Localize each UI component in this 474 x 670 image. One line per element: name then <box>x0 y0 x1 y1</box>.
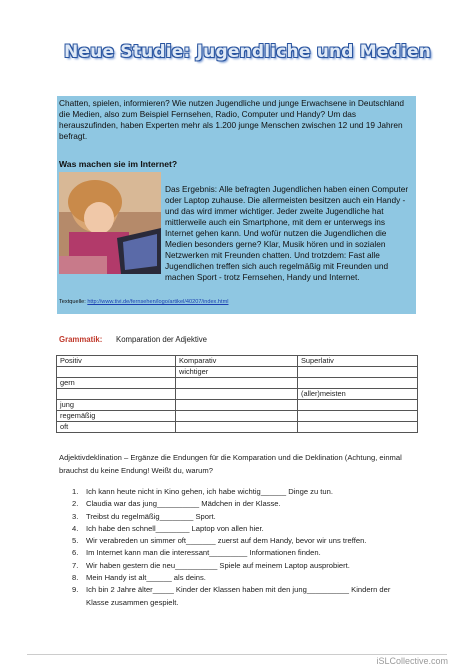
item-text: Ich bin 2 Jahre älter_____ Kinder der Klassen haben mit den jung__________ Kindern der Klasse zusammen gespielt. <box>86 585 391 607</box>
photo-illustration <box>59 172 161 274</box>
list-item <box>72 560 412 572</box>
item-number: 5. <box>72 536 79 546</box>
item-number: 4. <box>72 523 79 533</box>
text-source <box>59 299 228 305</box>
table-cell[interactable] <box>57 367 176 378</box>
table-cell[interactable] <box>298 400 418 411</box>
exercise-instructions: Adjektivdeklination – Ergänze die Endungen für die Komparation und die Deklination (Achtung, einmal brauchst du keine Endung! Weißt du, warum? <box>59 453 402 475</box>
item-text: Treibst du regelmäßig________ Sport. <box>86 511 216 521</box>
item-text: Mein Handy ist alt______ als deins. <box>86 573 206 583</box>
table-row <box>57 400 418 411</box>
section-question: Was machen sie im Internet? <box>59 159 178 169</box>
item-text: Ich kann heute nicht in Kino gehen, ich habe wichtig______ Dinge zu tun. <box>86 487 333 496</box>
list-item <box>72 498 412 510</box>
comparison-table <box>56 355 418 433</box>
table-cell[interactable] <box>176 389 298 400</box>
table-cell[interactable]: oft <box>57 422 176 433</box>
table-cell[interactable] <box>298 411 418 422</box>
table-cell[interactable]: (aller)meisten <box>298 389 418 400</box>
table-row <box>57 411 418 422</box>
item-text: Im Internet kann man die interessant_________ Informationen finden. <box>86 548 321 558</box>
exercise-list <box>72 486 412 609</box>
grammar-heading <box>59 335 208 344</box>
item-number: 3. <box>72 511 79 521</box>
header-komparativ: Komparativ <box>176 356 298 367</box>
header-positiv: Positiv <box>57 356 176 367</box>
site-watermark: iSLCollective.com <box>376 656 448 666</box>
table-cell[interactable] <box>176 422 298 433</box>
table-cell[interactable] <box>176 378 298 389</box>
item-number: 7. <box>72 560 79 570</box>
list-item <box>72 486 412 498</box>
table-cell[interactable]: wichtiger <box>176 367 298 378</box>
item-text: Claudia war das jung__________ Mädchen in der Klasse. <box>86 499 281 509</box>
table-cell[interactable] <box>57 389 176 400</box>
table-header-row <box>57 356 418 367</box>
table-cell[interactable]: jung <box>57 400 176 411</box>
table-cell[interactable] <box>176 400 298 411</box>
table-row <box>57 422 418 433</box>
text-source-link[interactable]: http://www.tivi.de/fernsehen/logo/artikel/40207/index.html <box>87 299 229 305</box>
result-paragraph: Das Ergebnis: Alle befragten Jugendlichen haben einen Computer oder Laptop zuhause. Die allermeisten besitzen auch ein Handy - und das wird immer wichtiger. Jeder zweite Jugendliche hat mittlerweile auch ein Smartphone, mit dem er unterwegs ins Internet gehen kann. Und wofür nutzen die Jugendlichen die Medien besonders gerne? Klar, Musik hören und in sozialen Netzwerken mit Freunden chatten. Und trotzdem: Fast alle Jugendlichen treffen sich auch regelmäßig mit Freunden und machen Sport - trotz Fernsehen, Handy und Internet. <box>165 184 409 282</box>
grammar-topic: Komparation der Adjektive <box>116 335 208 344</box>
item-text: Ich habe den schnell________ Laptop von allen hier. <box>86 523 264 533</box>
item-text: Wir haben gestern die neu__________ Spiele auf meinem Laptop ausprobiert. <box>86 560 350 570</box>
table-cell[interactable] <box>298 422 418 433</box>
item-number: 6. <box>72 548 79 558</box>
table-row <box>57 389 418 400</box>
table-cell[interactable] <box>298 367 418 378</box>
item-number: 1. <box>72 487 79 496</box>
table-cell[interactable] <box>176 411 298 422</box>
list-item <box>72 535 412 547</box>
table-row <box>57 367 418 378</box>
item-number: 8. <box>72 573 79 583</box>
page-bottom-border <box>27 654 447 655</box>
worksheet-title: Neue Studie: Jugendliche und Medien <box>64 42 432 62</box>
grammar-label: Grammatik: <box>59 335 103 344</box>
item-number: 9. <box>72 585 79 595</box>
table-row <box>57 378 418 389</box>
list-item <box>72 584 412 609</box>
table-cell[interactable] <box>298 378 418 389</box>
text-source-label: Textquelle: <box>59 299 86 305</box>
intro-paragraph: Chatten, spielen, informieren? Wie nutzen Jugendliche und junge Erwachsene in Deutschland die Medien, also zum Beispiel Fernsehen, Radio, Computer und Handy? Um das herauszufinden, haben Experten mehr als 1.200 junge Menschen zwischen 12 und 19 Jahren befragt. <box>59 98 404 141</box>
table-cell[interactable]: gern <box>57 378 176 389</box>
girl-at-laptop-photo <box>59 172 161 274</box>
item-text: Wir verabreden un simmer oft_______ zuerst auf dem Handy, bevor wir uns treffen. <box>86 536 367 546</box>
list-item <box>72 547 412 559</box>
list-item <box>72 572 412 584</box>
item-number: 2. <box>72 499 79 509</box>
list-item <box>72 523 412 535</box>
header-superlativ: Superlativ <box>298 356 418 367</box>
table-cell[interactable]: regemäßig <box>57 411 176 422</box>
list-item <box>72 511 412 523</box>
